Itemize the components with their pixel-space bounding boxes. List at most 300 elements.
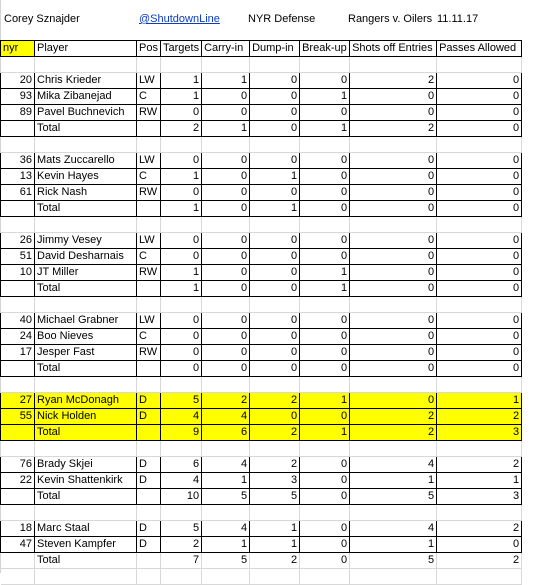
carry-in-cell[interactable]: 0	[202, 249, 250, 265]
dump-in-cell[interactable]: 0	[250, 233, 300, 249]
dump-in-cell[interactable]: 5	[250, 489, 300, 505]
position-cell[interactable]	[137, 281, 161, 297]
column-header-1[interactable]: Player	[35, 41, 137, 57]
passes-allowed-cell[interactable]: 1	[437, 473, 522, 489]
dump-in-cell[interactable]: 1	[250, 537, 300, 553]
dump-in-cell[interactable]: 3	[250, 473, 300, 489]
position-cell[interactable]: D	[137, 457, 161, 473]
passes-allowed-cell[interactable]: 2	[437, 409, 522, 425]
empty-cell[interactable]	[300, 441, 350, 457]
shots-off-entries-cell[interactable]: 2	[350, 425, 437, 441]
carry-in-cell[interactable]: 4	[202, 409, 250, 425]
player-cell[interactable]: Pavel Buchnevich	[35, 105, 137, 121]
shots-off-entries-cell[interactable]: 0	[350, 281, 437, 297]
empty-cell[interactable]	[202, 377, 250, 393]
dump-in-cell[interactable]: 2	[250, 425, 300, 441]
number-cell[interactable]: 76	[1, 457, 35, 473]
targets-cell[interactable]: 0	[161, 313, 202, 329]
break-up-cell[interactable]: 0	[300, 185, 350, 201]
targets-cell[interactable]: 1	[161, 73, 202, 89]
shots-off-entries-cell[interactable]: 5	[350, 489, 437, 505]
passes-allowed-cell[interactable]: 0	[437, 249, 522, 265]
targets-cell[interactable]: 0	[161, 105, 202, 121]
passes-allowed-cell[interactable]: 0	[437, 361, 522, 377]
empty-cell[interactable]	[161, 505, 202, 521]
dump-in-cell[interactable]: 2	[250, 553, 300, 569]
number-cell[interactable]: 36	[1, 153, 35, 169]
position-cell[interactable]	[137, 425, 161, 441]
passes-allowed-cell[interactable]: 0	[437, 153, 522, 169]
passes-allowed-cell[interactable]: 0	[437, 233, 522, 249]
empty-cell[interactable]	[35, 297, 137, 313]
empty-cell[interactable]	[1, 297, 35, 313]
number-cell[interactable]: 20	[1, 73, 35, 89]
shots-off-entries-cell[interactable]: 0	[350, 361, 437, 377]
number-cell[interactable]: 89	[1, 105, 35, 121]
number-cell[interactable]: 10	[1, 265, 35, 281]
player-cell[interactable]: Steven Kampfer	[35, 537, 137, 553]
passes-allowed-cell[interactable]: 0	[437, 537, 522, 553]
break-up-cell[interactable]: 0	[300, 169, 350, 185]
player-cell[interactable]: Brady Skjei	[35, 457, 137, 473]
empty-cell[interactable]	[1, 57, 35, 73]
targets-cell[interactable]: 4	[161, 473, 202, 489]
empty-cell[interactable]	[437, 57, 522, 73]
empty-cell[interactable]	[137, 297, 161, 313]
player-cell[interactable]: Rick Nash	[35, 185, 137, 201]
position-cell[interactable]: LW	[137, 153, 161, 169]
dump-in-cell[interactable]: 0	[250, 345, 300, 361]
carry-in-cell[interactable]: 4	[202, 457, 250, 473]
carry-in-cell[interactable]: 0	[202, 105, 250, 121]
dump-in-cell[interactable]: 0	[250, 105, 300, 121]
break-up-cell[interactable]: 1	[300, 281, 350, 297]
carry-in-cell[interactable]: 0	[202, 201, 250, 217]
shots-off-entries-cell[interactable]: 0	[350, 153, 437, 169]
passes-allowed-cell[interactable]: 0	[437, 121, 522, 137]
empty-cell[interactable]	[1, 441, 35, 457]
empty-cell[interactable]	[35, 569, 137, 585]
position-cell[interactable]: RW	[137, 105, 161, 121]
number-cell[interactable]: 40	[1, 313, 35, 329]
empty-cell[interactable]	[161, 137, 202, 153]
dump-in-cell[interactable]: 2	[250, 393, 300, 409]
break-up-cell[interactable]: 0	[300, 473, 350, 489]
number-cell[interactable]: 26	[1, 233, 35, 249]
empty-cell[interactable]	[300, 569, 350, 585]
player-cell[interactable]: Chris Krieder	[35, 73, 137, 89]
carry-in-cell[interactable]: 6	[202, 425, 250, 441]
dump-in-cell[interactable]: 0	[250, 409, 300, 425]
empty-cell[interactable]	[437, 137, 522, 153]
carry-in-cell[interactable]: 4	[202, 521, 250, 537]
empty-cell[interactable]	[350, 297, 437, 313]
position-cell[interactable]	[137, 489, 161, 505]
empty-cell[interactable]	[437, 297, 522, 313]
targets-cell[interactable]: 0	[161, 345, 202, 361]
break-up-cell[interactable]: 1	[300, 121, 350, 137]
dump-in-cell[interactable]: 1	[250, 169, 300, 185]
shots-off-entries-cell[interactable]: 4	[350, 521, 437, 537]
empty-cell[interactable]	[350, 377, 437, 393]
empty-cell[interactable]	[137, 137, 161, 153]
passes-allowed-cell[interactable]: 0	[437, 169, 522, 185]
position-cell[interactable]: RW	[137, 345, 161, 361]
dump-in-cell[interactable]: 0	[250, 361, 300, 377]
shots-off-entries-cell[interactable]: 0	[350, 265, 437, 281]
targets-cell[interactable]: 0	[161, 249, 202, 265]
carry-in-cell[interactable]: 0	[202, 313, 250, 329]
break-up-cell[interactable]: 0	[300, 249, 350, 265]
dump-in-cell[interactable]: 0	[250, 121, 300, 137]
position-cell[interactable]: LW	[137, 73, 161, 89]
carry-in-cell[interactable]: 2	[202, 393, 250, 409]
passes-allowed-cell[interactable]: 0	[437, 345, 522, 361]
number-cell[interactable]	[1, 553, 35, 569]
empty-cell[interactable]	[437, 377, 522, 393]
shots-off-entries-cell[interactable]: 4	[350, 457, 437, 473]
column-header-5[interactable]: Dump-in	[250, 41, 300, 57]
shots-off-entries-cell[interactable]: 0	[350, 233, 437, 249]
dump-in-cell[interactable]: 1	[250, 521, 300, 537]
dump-in-cell[interactable]: 0	[250, 265, 300, 281]
position-cell[interactable]: D	[137, 537, 161, 553]
dump-in-cell[interactable]: 0	[250, 281, 300, 297]
targets-cell[interactable]: 9	[161, 425, 202, 441]
empty-cell[interactable]	[250, 441, 300, 457]
carry-in-cell[interactable]: 0	[202, 89, 250, 105]
empty-cell[interactable]	[250, 569, 300, 585]
targets-cell[interactable]: 7	[161, 553, 202, 569]
break-up-cell[interactable]: 1	[300, 89, 350, 105]
empty-cell[interactable]	[300, 297, 350, 313]
player-cell[interactable]: Mika Zibanejad	[35, 89, 137, 105]
empty-cell[interactable]	[1, 217, 35, 233]
number-cell[interactable]: 51	[1, 249, 35, 265]
dump-in-cell[interactable]: 0	[250, 185, 300, 201]
passes-allowed-cell[interactable]: 0	[437, 201, 522, 217]
player-cell[interactable]: Total	[35, 201, 137, 217]
empty-cell[interactable]	[437, 569, 522, 585]
number-cell[interactable]: 22	[1, 473, 35, 489]
passes-allowed-cell[interactable]: 0	[437, 265, 522, 281]
position-cell[interactable]: C	[137, 329, 161, 345]
passes-allowed-cell[interactable]: 0	[437, 105, 522, 121]
number-cell[interactable]	[1, 281, 35, 297]
empty-cell[interactable]	[1, 377, 35, 393]
empty-cell[interactable]	[300, 505, 350, 521]
position-cell[interactable]: D	[137, 393, 161, 409]
carry-in-cell[interactable]: 0	[202, 233, 250, 249]
targets-cell[interactable]: 0	[161, 329, 202, 345]
empty-cell[interactable]	[161, 377, 202, 393]
number-cell[interactable]	[1, 489, 35, 505]
shots-off-entries-cell[interactable]: 1	[350, 537, 437, 553]
empty-cell[interactable]	[350, 137, 437, 153]
carry-in-cell[interactable]: 0	[202, 169, 250, 185]
player-cell[interactable]: Kevin Hayes	[35, 169, 137, 185]
shots-off-entries-cell[interactable]: 0	[350, 393, 437, 409]
carry-in-cell[interactable]: 1	[202, 73, 250, 89]
player-cell[interactable]: Ryan McDonagh	[35, 393, 137, 409]
number-cell[interactable]: 55	[1, 409, 35, 425]
empty-cell[interactable]	[35, 505, 137, 521]
player-cell[interactable]: Total	[35, 425, 137, 441]
carry-in-cell[interactable]: 5	[202, 553, 250, 569]
targets-cell[interactable]: 0	[161, 361, 202, 377]
targets-cell[interactable]: 6	[161, 457, 202, 473]
position-cell[interactable]: C	[137, 249, 161, 265]
shots-off-entries-cell[interactable]: 2	[350, 73, 437, 89]
empty-cell[interactable]	[250, 377, 300, 393]
player-cell[interactable]: Marc Staal	[35, 521, 137, 537]
empty-cell[interactable]	[137, 569, 161, 585]
passes-allowed-cell[interactable]: 1	[437, 393, 522, 409]
empty-cell[interactable]	[250, 217, 300, 233]
break-up-cell[interactable]: 0	[300, 457, 350, 473]
carry-in-cell[interactable]: 1	[202, 121, 250, 137]
carry-in-cell[interactable]: 0	[202, 185, 250, 201]
position-cell[interactable]	[137, 121, 161, 137]
empty-cell[interactable]	[202, 217, 250, 233]
break-up-cell[interactable]: 0	[300, 521, 350, 537]
empty-cell[interactable]	[1, 505, 35, 521]
matchup-cell[interactable]: Rangers v. Oilers	[348, 13, 433, 25]
dump-in-cell[interactable]: 0	[250, 153, 300, 169]
empty-cell[interactable]	[300, 377, 350, 393]
empty-cell[interactable]	[202, 57, 250, 73]
player-cell[interactable]: Michael Grabner	[35, 313, 137, 329]
empty-cell[interactable]	[300, 217, 350, 233]
carry-in-cell[interactable]: 5	[202, 489, 250, 505]
empty-cell[interactable]	[202, 505, 250, 521]
passes-allowed-cell[interactable]: 0	[437, 281, 522, 297]
passes-allowed-cell[interactable]: 0	[437, 329, 522, 345]
carry-in-cell[interactable]: 0	[202, 265, 250, 281]
break-up-cell[interactable]: 0	[300, 329, 350, 345]
player-cell[interactable]: David Desharnais	[35, 249, 137, 265]
break-up-cell[interactable]: 0	[300, 313, 350, 329]
dump-in-cell[interactable]: 0	[250, 313, 300, 329]
empty-cell[interactable]	[202, 297, 250, 313]
carry-in-cell[interactable]: 0	[202, 281, 250, 297]
empty-cell[interactable]	[350, 441, 437, 457]
empty-cell[interactable]	[437, 217, 522, 233]
carry-in-cell[interactable]: 0	[202, 361, 250, 377]
targets-cell[interactable]: 0	[161, 153, 202, 169]
shots-off-entries-cell[interactable]: 1	[350, 473, 437, 489]
empty-cell[interactable]	[1, 137, 35, 153]
targets-cell[interactable]: 1	[161, 281, 202, 297]
passes-allowed-cell[interactable]: 0	[437, 89, 522, 105]
break-up-cell[interactable]: 0	[300, 409, 350, 425]
empty-cell[interactable]	[250, 297, 300, 313]
player-cell[interactable]: JT Miller	[35, 265, 137, 281]
number-cell[interactable]: 18	[1, 521, 35, 537]
player-cell[interactable]: Mats Zuccarello	[35, 153, 137, 169]
column-header-7[interactable]: Shots off Entries	[350, 41, 437, 57]
number-cell[interactable]: 17	[1, 345, 35, 361]
player-cell[interactable]: Boo Nieves	[35, 329, 137, 345]
player-cell[interactable]: Total	[35, 361, 137, 377]
break-up-cell[interactable]: 1	[300, 425, 350, 441]
player-cell[interactable]: Total	[35, 281, 137, 297]
empty-cell[interactable]	[161, 57, 202, 73]
shots-off-entries-cell[interactable]: 5	[350, 553, 437, 569]
empty-cell[interactable]	[35, 377, 137, 393]
team-cell[interactable]: NYR Defense	[248, 13, 316, 25]
break-up-cell[interactable]: 0	[300, 361, 350, 377]
number-cell[interactable]: 93	[1, 89, 35, 105]
empty-cell[interactable]	[300, 57, 350, 73]
carry-in-cell[interactable]: 0	[202, 329, 250, 345]
empty-cell[interactable]	[350, 217, 437, 233]
handle-link[interactable]: @ShutdownLine	[139, 13, 220, 25]
targets-cell[interactable]: 10	[161, 489, 202, 505]
dump-in-cell[interactable]: 1	[250, 201, 300, 217]
carry-in-cell[interactable]: 0	[202, 153, 250, 169]
targets-cell[interactable]: 1	[161, 89, 202, 105]
targets-cell[interactable]: 1	[161, 169, 202, 185]
passes-allowed-cell[interactable]: 2	[437, 553, 522, 569]
passes-allowed-cell[interactable]: 3	[437, 425, 522, 441]
empty-cell[interactable]	[350, 505, 437, 521]
player-cell[interactable]: Jimmy Vesey	[35, 233, 137, 249]
empty-cell[interactable]	[300, 137, 350, 153]
carry-in-cell[interactable]: 1	[202, 537, 250, 553]
shots-off-entries-cell[interactable]: 0	[350, 313, 437, 329]
empty-cell[interactable]	[202, 569, 250, 585]
player-cell[interactable]: Total	[35, 121, 137, 137]
shots-off-entries-cell[interactable]: 2	[350, 121, 437, 137]
position-cell[interactable]: C	[137, 169, 161, 185]
player-cell[interactable]: Jesper Fast	[35, 345, 137, 361]
break-up-cell[interactable]: 1	[300, 265, 350, 281]
empty-cell[interactable]	[161, 217, 202, 233]
empty-cell[interactable]	[250, 505, 300, 521]
player-cell[interactable]: Total	[35, 489, 137, 505]
empty-cell[interactable]	[202, 137, 250, 153]
column-header-0[interactable]: nyr	[1, 41, 35, 57]
shots-off-entries-cell[interactable]: 0	[350, 185, 437, 201]
position-cell[interactable]	[137, 553, 161, 569]
dump-in-cell[interactable]: 0	[250, 249, 300, 265]
shots-off-entries-cell[interactable]: 0	[350, 169, 437, 185]
position-cell[interactable]: LW	[137, 313, 161, 329]
empty-cell[interactable]	[250, 57, 300, 73]
dump-in-cell[interactable]: 2	[250, 457, 300, 473]
passes-allowed-cell[interactable]: 3	[437, 489, 522, 505]
number-cell[interactable]: 61	[1, 185, 35, 201]
number-cell[interactable]	[1, 361, 35, 377]
position-cell[interactable]: LW	[137, 233, 161, 249]
targets-cell[interactable]: 5	[161, 521, 202, 537]
empty-cell[interactable]	[1, 569, 35, 585]
empty-cell[interactable]	[137, 441, 161, 457]
targets-cell[interactable]: 1	[161, 265, 202, 281]
empty-cell[interactable]	[161, 441, 202, 457]
empty-cell[interactable]	[350, 57, 437, 73]
passes-allowed-cell[interactable]: 0	[437, 313, 522, 329]
position-cell[interactable]: C	[137, 89, 161, 105]
break-up-cell[interactable]: 0	[300, 537, 350, 553]
player-cell[interactable]: Nick Holden	[35, 409, 137, 425]
dump-in-cell[interactable]: 0	[250, 89, 300, 105]
position-cell[interactable]: RW	[137, 185, 161, 201]
author-cell[interactable]: Corey Sznajder	[4, 13, 80, 25]
targets-cell[interactable]: 2	[161, 537, 202, 553]
number-cell[interactable]	[1, 201, 35, 217]
empty-cell[interactable]	[437, 505, 522, 521]
number-cell[interactable]	[1, 121, 35, 137]
column-header-6[interactable]: Break-up	[300, 41, 350, 57]
empty-cell[interactable]	[161, 297, 202, 313]
shots-off-entries-cell[interactable]: 0	[350, 329, 437, 345]
column-header-8[interactable]: Passes Allowed	[437, 41, 522, 57]
passes-allowed-cell[interactable]: 0	[437, 185, 522, 201]
number-cell[interactable]: 47	[1, 537, 35, 553]
number-cell[interactable]: 13	[1, 169, 35, 185]
number-cell[interactable]: 24	[1, 329, 35, 345]
shots-off-entries-cell[interactable]: 0	[350, 345, 437, 361]
targets-cell[interactable]: 5	[161, 393, 202, 409]
break-up-cell[interactable]: 1	[300, 393, 350, 409]
break-up-cell[interactable]: 0	[300, 201, 350, 217]
number-cell[interactable]	[1, 425, 35, 441]
date-cell[interactable]: 11.11.17	[437, 13, 479, 25]
shots-off-entries-cell[interactable]: 0	[350, 249, 437, 265]
empty-cell[interactable]	[35, 217, 137, 233]
position-cell[interactable]: D	[137, 521, 161, 537]
position-cell[interactable]: D	[137, 409, 161, 425]
position-cell[interactable]	[137, 201, 161, 217]
targets-cell[interactable]: 2	[161, 121, 202, 137]
shots-off-entries-cell[interactable]: 0	[350, 201, 437, 217]
empty-cell[interactable]	[437, 441, 522, 457]
targets-cell[interactable]: 4	[161, 409, 202, 425]
empty-cell[interactable]	[137, 57, 161, 73]
empty-cell[interactable]	[202, 441, 250, 457]
shots-off-entries-cell[interactable]: 2	[350, 409, 437, 425]
passes-allowed-cell[interactable]: 0	[437, 73, 522, 89]
player-cell[interactable]: Kevin Shattenkirk	[35, 473, 137, 489]
break-up-cell[interactable]: 0	[300, 553, 350, 569]
break-up-cell[interactable]: 0	[300, 345, 350, 361]
break-up-cell[interactable]: 0	[300, 489, 350, 505]
column-header-3[interactable]: Targets	[161, 41, 202, 57]
empty-cell[interactable]	[35, 137, 137, 153]
break-up-cell[interactable]: 0	[300, 73, 350, 89]
position-cell[interactable]: RW	[137, 265, 161, 281]
dump-in-cell[interactable]: 0	[250, 329, 300, 345]
shots-off-entries-cell[interactable]: 0	[350, 89, 437, 105]
dump-in-cell[interactable]: 0	[250, 73, 300, 89]
break-up-cell[interactable]: 0	[300, 233, 350, 249]
passes-allowed-cell[interactable]: 2	[437, 457, 522, 473]
empty-cell[interactable]	[137, 377, 161, 393]
targets-cell[interactable]: 1	[161, 201, 202, 217]
empty-cell[interactable]	[250, 137, 300, 153]
empty-cell[interactable]	[161, 569, 202, 585]
carry-in-cell[interactable]: 1	[202, 473, 250, 489]
passes-allowed-cell[interactable]: 2	[437, 521, 522, 537]
player-cell[interactable]: Total	[35, 553, 137, 569]
break-up-cell[interactable]: 0	[300, 153, 350, 169]
shots-off-entries-cell[interactable]: 0	[350, 105, 437, 121]
empty-cell[interactable]	[35, 57, 137, 73]
empty-cell[interactable]	[137, 217, 161, 233]
break-up-cell[interactable]: 0	[300, 105, 350, 121]
